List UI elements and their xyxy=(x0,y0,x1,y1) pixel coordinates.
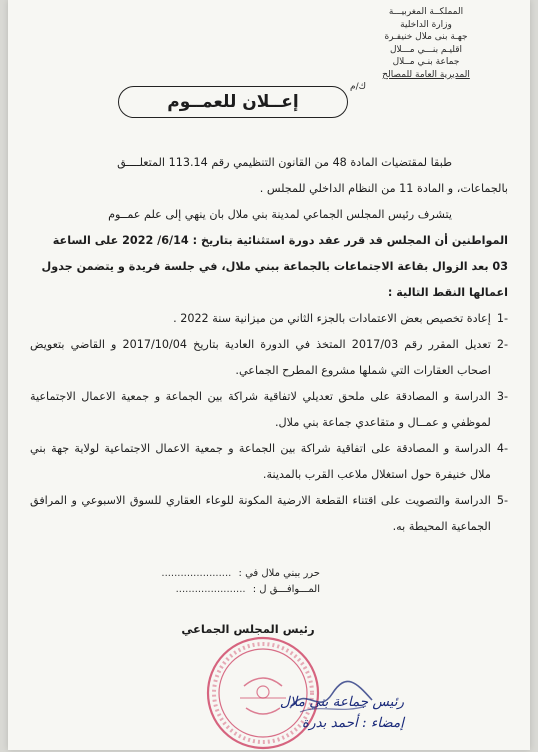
agenda-item-5 xyxy=(30,488,508,540)
agenda-item-text: إعادة تخصيص بعض الاعتمادات بالجزء الثاني من ميزانية سنة 2022 . xyxy=(173,312,491,325)
header-reference: ك/م xyxy=(350,82,367,92)
signoff-date-label: المـــوافـــق ل : xyxy=(252,584,320,595)
document-page xyxy=(8,0,530,750)
agenda-item-number: -5 xyxy=(496,494,508,507)
agenda-item-number: -3 xyxy=(496,390,508,403)
header-province: اقليـم بنـــي مـــلال xyxy=(389,44,463,55)
notice-line-2: المواطنين أن المجلس قد قرر عقد دورة استثنائية بتاريخ : 6/14/ 2022 على الساعة xyxy=(52,234,508,247)
issuer-header xyxy=(346,6,506,94)
agenda-item-2 xyxy=(30,332,508,384)
signoff-place-dots: ...................... xyxy=(161,568,232,579)
notice-line-1: يتشرف رئيس المجلس الجماعي لمدينة بني ملال بان ينهي إلى علم عمــوم xyxy=(108,208,452,221)
agenda-item-text: تعديل المقرر رقم 2017/03 المتخذ في الدورة العادية بتاريخ 2017/10/04 و القاضي بتعويض اصحاب العقارات التي شملها مشروع المطرح الجماعي. xyxy=(30,338,491,377)
agenda-item-number: -4 xyxy=(496,442,508,455)
agenda-item-number: -2 xyxy=(496,338,508,351)
notice-body xyxy=(30,150,508,540)
header-commune: جماعة بنـي مــلال xyxy=(392,57,460,67)
signoff-block xyxy=(161,566,320,598)
document-title: إعــلان للعمــوم xyxy=(118,86,348,118)
agenda-item-3 xyxy=(30,384,508,436)
agenda-item-text: الدراسة والتصويت على اقتناء القطعة الارضية المكونة للوعاء العقاري للسوق الاسبوعي و المرافق الجماعية المحيطة به. xyxy=(30,494,491,533)
intro-line-2: بالجماعات، و المادة 11 من النظام الداخلي للمجلس . xyxy=(259,182,508,195)
header-region: جهـة بنى ملال خنيفـرة xyxy=(384,32,468,42)
signoff-date-row xyxy=(161,582,320,598)
agenda-item-1 xyxy=(30,306,508,332)
signature-block xyxy=(234,692,404,734)
notice-line-3: 03 بعد الزوال بقاعة الاجتماعات بالجماعة ببني ملال، في جلسة فريدة و يتضمن جدول xyxy=(41,260,508,273)
agenda-item-text: الدراسة و المصادقة على اتفاقية شراكة بين الجماعة و جمعية الاعمال الاجتماعية لولاية جهة بني ملال خنيفرة حول استغلال ملاعب القرب بالمدينة. xyxy=(30,442,491,481)
signoff-place-label: حرر ببني ملال في : xyxy=(238,568,320,579)
header-ministry: وزارة الداخلية xyxy=(400,19,452,30)
signature-title: رئيس جماعة بني ملال xyxy=(279,694,404,710)
agenda-item-text: الدراسة و المصادقة على ملحق تعديلي لاتفاقية شراكة بين الجماعة و جمعية الاعمال الاجتماعية لموظفي و عمــال و متقاعدي جماعة بني ملال. xyxy=(30,390,491,429)
notice-line-4: اعمالها النقط التالية : xyxy=(387,286,508,299)
header-kingdom: المملكــة المغربيـــة xyxy=(388,7,464,17)
agenda-item-4 xyxy=(30,436,508,488)
header-directorate: المديرية العامة للمصالح xyxy=(382,69,470,80)
agenda-item-number: -1 xyxy=(496,312,508,325)
president-label: رئيس المجلس الجماعي xyxy=(181,622,315,636)
signoff-place-row xyxy=(161,566,320,582)
signoff-date-dots: ...................... xyxy=(175,584,246,595)
intro-line-1: طبقا لمقتضيات المادة 48 من القانون التنظيمي رقم 113.14 المتعلــــق xyxy=(117,156,452,169)
signature-name: إمضاء : أحمد بدرة xyxy=(302,715,404,731)
